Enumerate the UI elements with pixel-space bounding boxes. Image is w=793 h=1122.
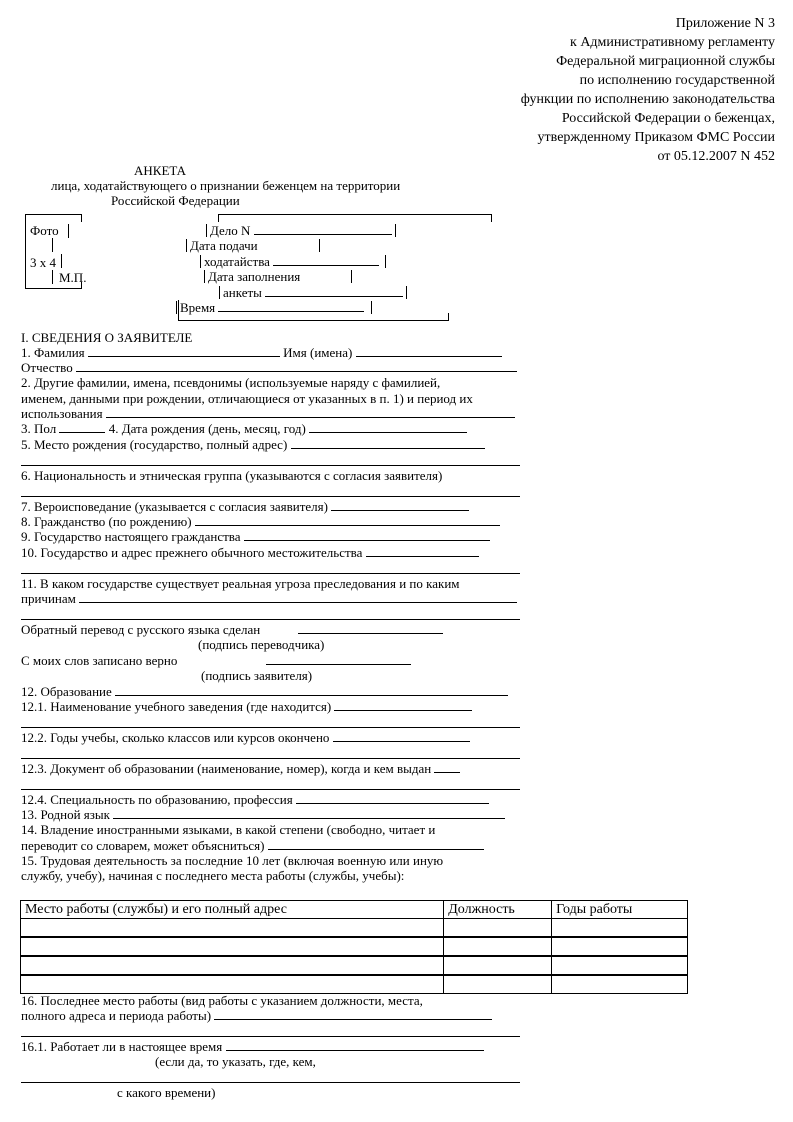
foreign-languages-field[interactable] [268,838,484,850]
position-cell[interactable] [444,937,552,956]
education-field[interactable] [115,684,508,696]
applicant-signature-field[interactable] [266,653,411,665]
study-years-field[interactable] [333,730,470,742]
education-document-field[interactable] [434,761,460,773]
other-names-field[interactable] [106,406,515,418]
form-subtitle: лица, ходатайствующего о признании беженцем на территории [51,178,401,193]
birthplace-field[interactable] [291,437,485,449]
name-label: Имя (имена) [283,345,353,360]
persecution-row [21,591,517,606]
currently-employed-row [21,1039,484,1054]
prev-residence-row [21,545,479,560]
table-row [21,975,688,994]
prev-residence-field-continuation[interactable] [21,573,520,574]
currently-employed-field[interactable] [226,1039,484,1051]
native-language-field[interactable] [113,807,505,819]
currently-employed-hint1: (если да, то указать, где, кем, [155,1054,316,1069]
other-names-row [21,406,515,421]
submit-date-row-2 [197,254,389,269]
sex-birthdate-row [21,421,467,436]
study-years-row [21,730,470,745]
column-header-workplace: Место работы (службы) и его полный адрес [21,901,444,919]
school-name-field[interactable] [334,699,472,711]
patronymic-row [21,360,517,375]
citizenship-current-field[interactable] [244,529,490,541]
foreign-languages-label: переводит со словарем, может объясниться) [21,838,265,853]
column-header-position: Должность [444,901,552,919]
sex-label: 3. Пол [21,421,57,436]
fill-date-field[interactable] [265,285,403,297]
specialty-label: 12.4. Специальность по образованию, профессия [21,792,293,807]
surname-row [21,345,502,360]
native-language-row [21,807,505,822]
table-row [21,919,688,938]
work-history-line2: службу, учебу), начиная с последнего места работы (службы, учебы): [21,868,405,883]
last-job-line1: 16. Последнее место работы (вид работы с указанием должности, места, [21,993,423,1008]
religion-label: 7. Вероисповедание (указывается с согласия заявителя) [21,499,328,514]
position-cell[interactable] [444,919,552,938]
recorded-correctly-label: С моих слов записано верно [21,653,178,668]
name-field[interactable] [356,345,502,357]
work-history-line1: 15. Трудовая деятельность за последние 10 лет (включая военную или иную [21,853,444,868]
fill-date-label-2: анкеты [223,285,262,300]
specialty-row [21,792,489,807]
education-label: 12. Образование [21,684,112,699]
header-line: Российской Федерации о беженцах, [561,111,775,126]
education-document-field-continuation[interactable] [21,789,520,790]
foreign-languages-line1: 14. Владение иностранными языками, в какой степени (свободно, читает и [21,822,436,837]
last-job-field-continuation[interactable] [21,1036,520,1037]
case-number-label: Дело N [210,223,251,238]
study-years-label: 12.2. Годы учебы, сколько классов или курсов окончено [21,730,330,745]
time-row [176,300,375,315]
case-number-field[interactable] [254,223,392,235]
fill-date-row-2 [216,285,410,300]
workplace-cell[interactable] [21,956,444,975]
persecution-field[interactable] [79,591,517,603]
surname-label: 1. Фамилия [21,345,85,360]
stamp-label: М.П. [59,270,87,285]
submit-date-row [186,238,323,253]
years-cell[interactable] [552,919,688,938]
applicant-signature-hint: (подпись заявителя) [201,668,313,683]
header-line: по исполнению государственной [579,73,775,88]
patronymic-field[interactable] [76,360,517,372]
table-header-row [21,901,688,919]
native-language-label: 13. Родной язык [21,807,110,822]
nationality-label: 6. Национальность и этническая группа (указываются с согласия заявителя) [21,468,443,483]
approval-reference [521,14,775,166]
last-job-label: полного адреса и периода работы) [21,1008,212,1023]
education-document-label: 12.3. Документ об образовании (наименование, номер), когда и кем выдан [21,761,432,776]
citizenship-current-row [21,529,490,544]
header-line: функции по исполнению законодательства [520,92,775,107]
photo-size-label: 3 х 4 [30,255,56,270]
time-field[interactable] [218,300,364,312]
persecution-line1: 11. В каком государстве существует реальная угроза преследования и по каким [21,576,460,591]
school-name-label: 12.1. Наименование учебного заведения (где находится) [21,699,332,714]
citizenship-birth-label: 8. Гражданство (по рождению) [21,514,192,529]
workplace-cell[interactable] [21,919,444,938]
submit-date-field[interactable] [273,254,379,266]
specialty-field[interactable] [296,792,489,804]
persecution-label: причинам [21,591,76,606]
birthplace-field-continuation[interactable] [21,465,520,466]
school-name-row [21,699,472,714]
surname-field[interactable] [88,345,280,357]
birthplace-row [21,437,485,452]
other-names-line2: именем, данными при рождении, отличающиеся от указанных в п. 1) и период их [21,391,473,406]
education-document-row [21,761,460,776]
sex-field[interactable] [59,421,105,433]
years-cell[interactable] [552,975,688,994]
citizenship-current-label: 9. Государство настоящего гражданства [21,529,241,544]
years-cell[interactable] [552,956,688,975]
other-names-label: использования [21,406,103,421]
education-row [21,684,508,699]
nationality-field[interactable] [21,496,520,497]
birthdate-label: 4. Дата рождения (день, месяц, год) [108,421,306,436]
form-subtitle-country: Российской Федерации [111,193,240,208]
recorded-correctly-row [21,653,411,668]
other-names-line1: 2. Другие фамилии, имена, псевдонимы (используемые наряду с фамилией, [21,375,441,390]
birthplace-label: 5. Место рождения (государство, полный адрес) [21,437,288,452]
workplace-cell[interactable] [21,975,444,994]
religion-row [21,499,469,514]
persecution-field-continuation[interactable] [21,619,520,620]
back-translation-label: Обратный перевод с русского языка сделан [21,622,261,637]
header-line: утвержденному Приказом ФМС России [537,130,775,145]
currently-employed-label: 16.1. Работает ли в настоящее время [21,1039,223,1054]
fill-date-row [201,269,355,284]
column-header-years: Годы работы [552,901,688,919]
religion-field[interactable] [331,499,469,511]
submit-date-label: Дата подачи [190,238,258,253]
birthdate-field[interactable] [309,421,467,433]
section-heading: I. СВЕДЕНИЯ О ЗАЯВИТЕЛЕ [21,330,193,345]
years-cell[interactable] [552,937,688,956]
table-row [21,956,688,975]
prev-residence-field[interactable] [366,545,479,557]
citizenship-birth-field[interactable] [195,514,500,526]
work-history-table [20,900,688,994]
patronymic-label: Отчество [21,360,73,375]
case-number-row [203,223,399,238]
position-cell[interactable] [444,956,552,975]
table-row [21,937,688,956]
citizenship-birth-row [21,514,500,529]
form-title: АНКЕТА [134,163,187,178]
last-job-row [21,1008,492,1023]
last-job-field[interactable] [214,1008,492,1020]
school-name-field-continuation[interactable] [21,727,520,728]
translator-signature-hint: (подпись переводчика) [198,637,325,652]
currently-employed-field-continuation[interactable] [21,1082,520,1083]
back-translation-row [21,622,443,637]
position-cell[interactable] [444,975,552,994]
header-line: Приложение N 3 [675,16,775,31]
prev-residence-label: 10. Государство и адрес прежнего обычного местожительства [21,545,363,560]
submit-date-label-2: ходатайства [204,254,270,269]
currently-employed-hint2: с какого времени) [117,1085,216,1100]
header-line: к Административному регламенту [570,35,775,50]
fill-date-label: Дата заполнения [208,269,301,284]
header-line: Федеральной миграционной службы [556,54,775,69]
study-years-field-continuation[interactable] [21,758,520,759]
header-line: от 05.12.2007 N 452 [657,149,775,164]
translator-signature-field[interactable] [298,622,443,634]
time-label: Время [180,300,216,315]
workplace-cell[interactable] [21,937,444,956]
foreign-languages-row [21,838,484,853]
photo-label: Фото [30,223,59,238]
